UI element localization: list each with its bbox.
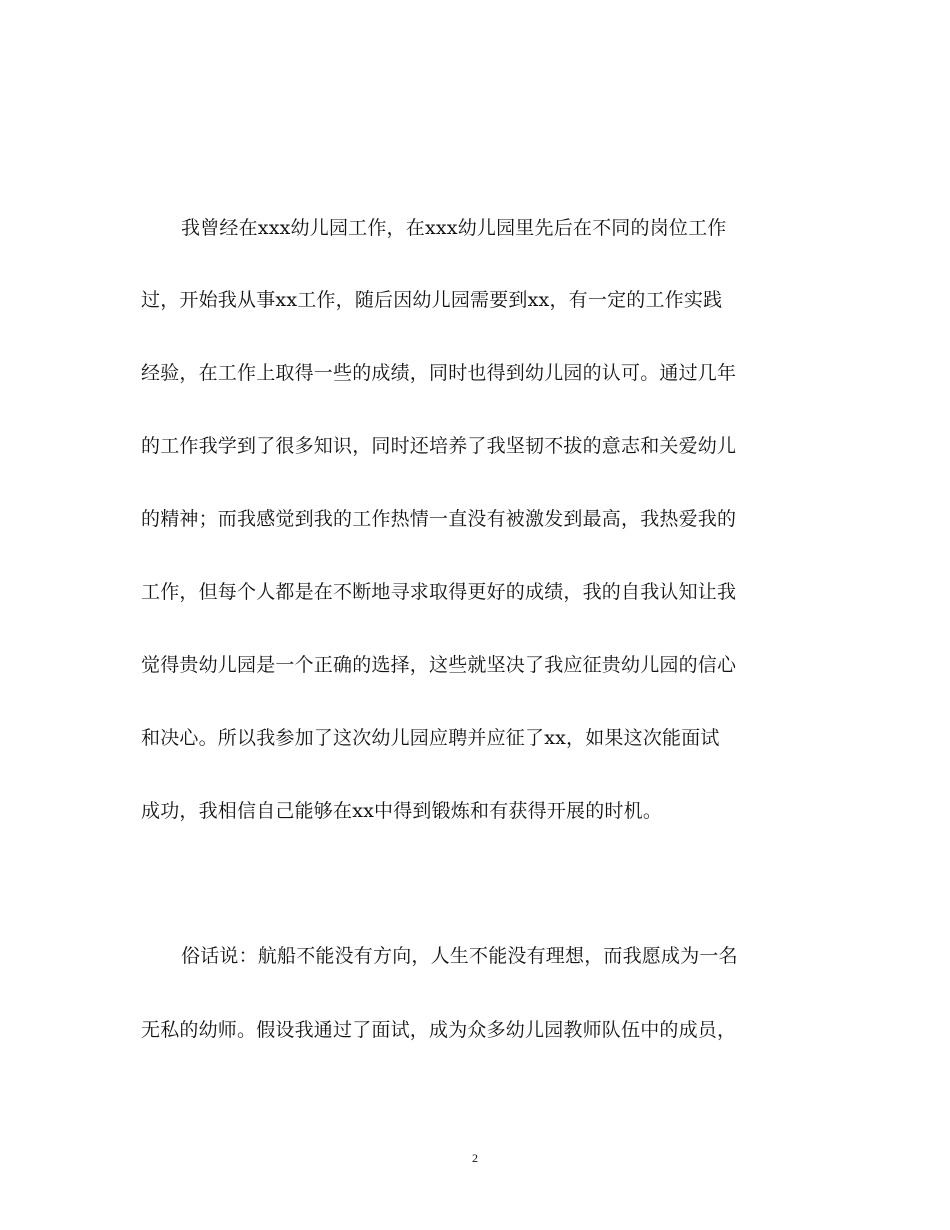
page-number: 2 xyxy=(472,1151,478,1165)
paragraph-line: 成功，我相信自己能够在xx中得到锻炼和有获得开展的时机。 xyxy=(141,800,663,822)
paragraph-line: 经验，在工作上取得一些的成绩，同时也得到幼儿园的认可。通过几年 xyxy=(141,362,737,384)
paragraph-line: 和决心。所以我参加了这次幼儿园应聘并应征了xx，如果这次能面试 xyxy=(141,727,720,749)
paragraph-line: 的工作我学到了很多知识，同时还培养了我坚韧不拔的意志和关爱幼儿 xyxy=(141,435,737,457)
paragraph-line: 工作，但每个人都是在不断地寻求取得更好的成绩，我的自我认知让我 xyxy=(141,581,737,603)
paragraph-line: 我曾经在xxx幼儿园工作，在xxx幼儿园里先后在不同的岗位工作 xyxy=(181,217,727,239)
paragraph-line: 无私的幼师。假设我通过了面试，成为众多幼儿园教师队伍中的成员， xyxy=(141,1019,737,1041)
paragraph-line: 过，开始我从事xx工作，随后因幼儿园需要到xx，有一定的工作实践 xyxy=(141,289,723,311)
paragraph-line: 的精神；而我感觉到我的工作热情一直没有被激发到最高，我热爱我的 xyxy=(141,508,737,530)
paragraph-line: 觉得贵幼儿园是一个正确的选择，这些就坚决了我应征贵幼儿园的信心 xyxy=(141,654,737,676)
paragraph-line: 俗话说：航船不能没有方向，人生不能没有理想，而我愿成为一名 xyxy=(181,945,738,967)
